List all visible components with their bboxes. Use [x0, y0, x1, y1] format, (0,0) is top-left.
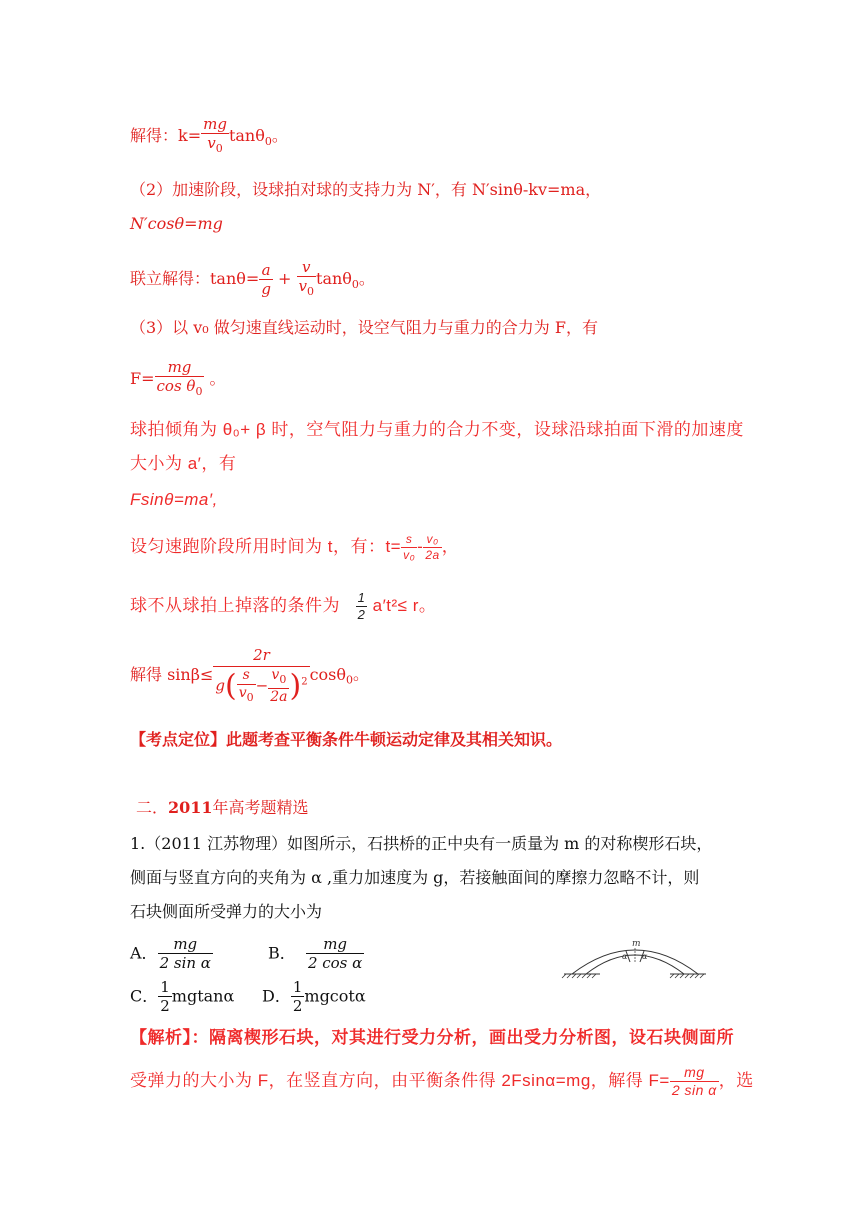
- paragraph-tilt: 球拍倾角为 θ₀+ β 时，空气阻力与重力的合力不变，设球沿球拍面下滑的加速度: [130, 420, 744, 439]
- solution-sinbeta: 解得 sinβ≤ 2r g( $\frac{s}{v_0}$ − $\frac{v_0}{2a}$ )$^2$ cosθ$_0$。: [130, 646, 370, 705]
- equation-ncos: N′cosθ=mg: [130, 214, 223, 233]
- mass-label: m: [632, 939, 641, 949]
- equation-F: F= $\frac{mg}{\cos \theta_0}$ 。: [130, 358, 226, 398]
- option-b: B． $\frac{mg}{\text{2 cos α}}$: [268, 935, 363, 972]
- question-line-1: 1.（2011 江苏物理）如图所示，石拱桥的正中央有一质量为 m 的对称楔形石块，: [130, 834, 713, 853]
- alpha-right-label: α: [642, 952, 648, 961]
- arch-bridge-figure: [560, 930, 710, 980]
- section-title: 二．2011年高考题精选: [136, 798, 309, 817]
- question-line-2: 侧面与竖直方向的夹角为 α ,重力加速度为 g，若接触面间的摩擦力忽略不计，则: [130, 868, 700, 887]
- solution-tan: 联立解得：tanθ= $\frac{a}{g}$ + $\frac{v}{v_0}$ tanθ$_0$。: [130, 258, 375, 298]
- option-d: D． $\frac{1}{2}$ mgcotα: [262, 978, 366, 1015]
- solution-k: 解得：k= $\frac{mg}{v_0}$ tanθ$_0$。: [130, 115, 288, 158]
- paragraph-tilt-cont: 大小为 a′，有: [130, 454, 237, 473]
- equation-time: 设匀速跑阶段所用时间为 t，有：t= $\frac{s}{\text{v₀}}$ - $\frac{\text{v₀}}{2a}$ ，: [130, 532, 460, 562]
- condition-not-fall: 球不从球拍上掉落的条件为 $\frac{1}{2}$ a′t²≤ r。: [130, 590, 437, 622]
- equation-fsin: Fsinθ=ma′,: [130, 490, 218, 509]
- alpha-left-label: α: [622, 952, 628, 961]
- analysis-line-1: 【解析】：隔离楔形石块，对其进行受力分析，画出受力分析图，设石块侧面所: [130, 1028, 734, 1047]
- paragraph-constant-speed: （3）以 v₀ 做匀速直线运动时，设空气阻力与重力的合力为 F，有: [130, 318, 598, 337]
- analysis-line-2: 受弹力的大小为 F，在竖直方向，由平衡条件得 2Fsinα=mg，解得 F= $\frac{mg}{\text{2 sin α}}$ ，选: [130, 1064, 754, 1098]
- fraction: $\frac{mg}{v_0}$: [203, 115, 227, 155]
- knowledge-point: 【考点定位】此题考查平衡条件牛顿运动定律及其相关知识。: [130, 730, 563, 749]
- option-c: C． $\frac{1}{2}$ mgtanα: [130, 978, 235, 1015]
- option-a: A． $\frac{mg}{\text{2 sin α}}$: [130, 935, 211, 972]
- paragraph-accel-stage: （2）加速阶段，设球拍对球的支持力为 N′，有 N′sinθ-kv=ma，: [130, 180, 602, 199]
- question-line-3: 石块侧面所受弹力的大小为: [130, 902, 323, 921]
